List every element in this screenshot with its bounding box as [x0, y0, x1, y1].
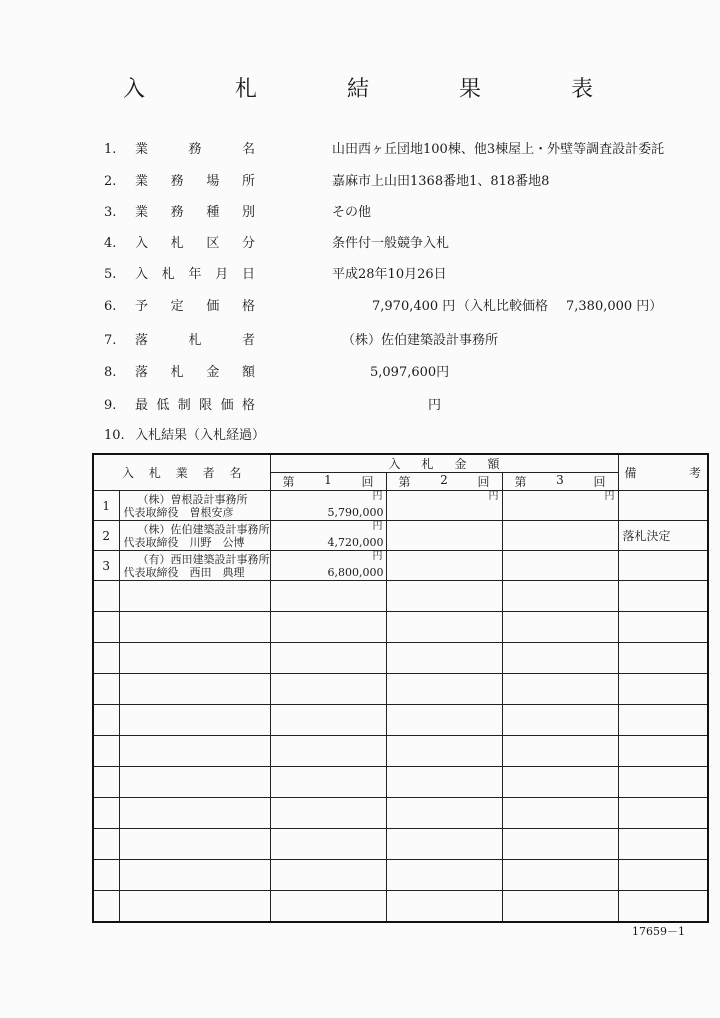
empty-cell — [270, 705, 386, 736]
header-bidder-name — [93, 454, 270, 491]
table-empty-row — [93, 891, 708, 922]
item-label-char: 務 — [170, 205, 184, 220]
item-label-char: 場 — [206, 174, 220, 189]
planned-price: 7,970,400 円 — [372, 299, 456, 314]
header-bidder-char: 名 — [229, 466, 242, 480]
header-amount-char: 額 — [487, 457, 500, 471]
empty-cell — [93, 643, 119, 674]
empty-cell — [93, 860, 119, 891]
empty-cell — [119, 643, 270, 674]
empty-cell — [270, 798, 386, 829]
header-remarks — [618, 454, 708, 491]
empty-cell — [502, 736, 618, 767]
empty-cell — [386, 829, 502, 860]
bidder-representative: 代表取締役 曽根安彦 — [123, 505, 234, 519]
bid-amount-round-1 — [270, 491, 386, 521]
comparison-price: 7,380,000 円） — [566, 299, 663, 314]
item-label — [135, 234, 255, 254]
empty-cell — [386, 767, 502, 798]
item-value: 平成28年10月26日 — [332, 267, 447, 282]
header-bidder-char: 業 — [175, 466, 188, 480]
table-empty-row — [93, 643, 708, 674]
empty-cell — [93, 891, 119, 922]
header-round-2 — [386, 473, 502, 491]
page-footer-code: 17659－1 — [632, 925, 685, 938]
empty-cell — [502, 798, 618, 829]
header-round-char: 1 — [324, 473, 332, 487]
empty-cell — [93, 705, 119, 736]
item-label-char: 業 — [135, 174, 149, 189]
item-label-char: 種 — [206, 205, 220, 220]
empty-cell — [386, 643, 502, 674]
table-empty-row — [93, 612, 708, 643]
empty-cell — [93, 674, 119, 705]
item-label-char: 業 — [135, 142, 149, 157]
minimum-price: 円 — [428, 398, 442, 413]
item-label-char: 務 — [170, 174, 184, 189]
row-number: 1 — [93, 491, 119, 521]
empty-cell — [618, 798, 708, 829]
empty-cell — [502, 612, 618, 643]
item-label — [135, 172, 255, 192]
item-label-char: 定 — [170, 299, 184, 314]
item-label-char: 業 — [135, 205, 149, 220]
empty-cell — [502, 581, 618, 612]
table-row — [93, 551, 708, 581]
yen-unit: 円 — [372, 551, 383, 562]
bidder-company: （株）佐伯建築設計事務所 — [137, 522, 270, 536]
item-label-char: 年 — [188, 267, 202, 282]
header-round-char: 2 — [440, 473, 448, 487]
empty-cell — [502, 829, 618, 860]
header-remarks-char: 考 — [688, 466, 701, 480]
item-label-char: 者 — [241, 333, 255, 348]
empty-cell — [119, 705, 270, 736]
item-value: その他 — [332, 205, 372, 220]
yen-unit: 円 — [372, 491, 383, 502]
winning-bidder: （株）佐伯建築設計事務所 — [342, 333, 499, 348]
header-round-text — [271, 473, 386, 490]
header-remarks-text — [619, 464, 708, 481]
item-number: 9. — [104, 398, 117, 413]
item-number: 2. — [104, 174, 117, 189]
empty-cell — [618, 829, 708, 860]
empty-cell — [93, 829, 119, 860]
remarks-cell — [618, 491, 708, 521]
item-label — [135, 140, 255, 160]
item-label — [135, 297, 255, 317]
header-round-char: 回 — [477, 475, 490, 489]
header-round-char: 回 — [361, 475, 374, 489]
item-label — [135, 265, 255, 285]
item-label-char: 日 — [241, 267, 255, 282]
header-round-1 — [270, 473, 386, 491]
item-label-char: 制 — [177, 398, 191, 413]
item-label-char: 価 — [220, 398, 234, 413]
empty-cell — [618, 891, 708, 922]
empty-cell — [618, 643, 708, 674]
item-label-char: 名 — [241, 142, 255, 157]
item-label-char: 区 — [206, 236, 220, 251]
empty-cell — [93, 767, 119, 798]
item-label-char: 札 — [188, 333, 202, 348]
empty-cell — [119, 829, 270, 860]
empty-cell — [270, 581, 386, 612]
item-label-char: 所 — [241, 174, 255, 189]
table-empty-row — [93, 705, 708, 736]
bidder-cell — [119, 491, 270, 521]
header-bidder-char: 入 — [122, 466, 135, 480]
bidder-cell — [119, 551, 270, 581]
comparison-price-label: （入札比較価格 — [457, 299, 549, 314]
empty-cell — [502, 674, 618, 705]
empty-cell — [93, 612, 119, 643]
item-label-char: 格 — [241, 398, 255, 413]
empty-cell — [119, 860, 270, 891]
empty-cell — [618, 581, 708, 612]
empty-cell — [119, 612, 270, 643]
empty-cell — [270, 612, 386, 643]
table-row — [93, 521, 708, 551]
empty-cell — [386, 705, 502, 736]
empty-cell — [502, 891, 618, 922]
item-label-char: 低 — [156, 398, 170, 413]
empty-cell — [270, 674, 386, 705]
header-amount-char: 金 — [454, 457, 467, 471]
header-bid-amount — [270, 454, 618, 473]
item-label-char: 札 — [170, 236, 184, 251]
table-empty-row — [93, 860, 708, 891]
empty-cell — [618, 612, 708, 643]
table-empty-row — [93, 581, 708, 612]
header-round-text — [503, 473, 618, 490]
item-label — [135, 331, 255, 351]
empty-cell — [93, 798, 119, 829]
bidder-representative: 代表取締役 川野 公博 — [123, 535, 245, 549]
empty-cell — [119, 736, 270, 767]
item-number: 3. — [104, 205, 117, 220]
bid-amount-round-2 — [386, 551, 502, 581]
table-row — [93, 491, 708, 521]
bid-amount-round-1 — [270, 521, 386, 551]
table-empty-row — [93, 674, 708, 705]
item-label-char: 入 — [135, 267, 149, 282]
remarks-cell: 落札決定 — [618, 521, 708, 551]
bid-amount-round-3 — [502, 521, 618, 551]
item-label-char: 最 — [135, 398, 149, 413]
item-label-char: 価 — [206, 299, 220, 314]
empty-cell — [119, 674, 270, 705]
empty-cell — [618, 860, 708, 891]
item-label-char: 落 — [135, 333, 149, 348]
table-empty-row — [93, 736, 708, 767]
header-round-char: 回 — [593, 475, 606, 489]
yen-unit: 円 — [604, 491, 615, 502]
empty-cell — [386, 612, 502, 643]
empty-cell — [502, 767, 618, 798]
empty-cell — [119, 767, 270, 798]
item-label-char: 格 — [241, 299, 255, 314]
header-round-3 — [502, 473, 618, 491]
header-remarks-char: 備 — [624, 466, 637, 480]
row-number: 2 — [93, 521, 119, 551]
item-label — [135, 396, 255, 416]
yen-unit: 円 — [488, 491, 499, 502]
empty-cell — [386, 860, 502, 891]
header-bidder-text — [94, 464, 270, 481]
item-number: 4. — [104, 236, 117, 251]
item-label-char: 限 — [199, 398, 213, 413]
bidder-company: （有）西田建築設計事務所 — [137, 552, 270, 566]
empty-cell — [270, 767, 386, 798]
page-title: 入 札 結 果 表 — [122, 77, 627, 102]
header-round-char: 第 — [282, 475, 295, 489]
empty-cell — [618, 674, 708, 705]
remarks-cell — [618, 551, 708, 581]
empty-cell — [386, 674, 502, 705]
item-label-char: 金 — [206, 365, 220, 380]
empty-cell — [618, 767, 708, 798]
winning-amount: 5,097,600円 — [370, 365, 450, 380]
item-number: 5. — [104, 267, 117, 282]
empty-cell — [270, 829, 386, 860]
item-label-char: 分 — [241, 236, 255, 251]
table-header-row — [93, 454, 708, 473]
item-value: 嘉麻市上山田1368番地1、818番地8 — [332, 174, 550, 189]
bid-amount-value: 5,790,000 — [327, 506, 384, 519]
empty-cell — [270, 643, 386, 674]
empty-cell — [119, 798, 270, 829]
empty-cell — [93, 736, 119, 767]
header-bidder-char: 者 — [202, 466, 215, 480]
empty-cell — [618, 736, 708, 767]
row-number: 3 — [93, 551, 119, 581]
header-round-char: 3 — [556, 473, 564, 487]
empty-cell — [270, 736, 386, 767]
empty-cell — [502, 643, 618, 674]
item-label-char: 札 — [161, 267, 175, 282]
item-value: 条件付一般競争入札 — [332, 236, 450, 251]
empty-cell — [618, 705, 708, 736]
item-number: 6. — [104, 299, 117, 314]
empty-cell — [386, 891, 502, 922]
item-number: 1. — [104, 142, 117, 157]
item-number: 8. — [104, 365, 117, 380]
item-number: 10. — [104, 428, 125, 443]
empty-cell — [270, 860, 386, 891]
bid-amount-value: 6,800,000 — [327, 566, 384, 579]
empty-cell — [386, 736, 502, 767]
bidder-cell — [119, 521, 270, 551]
empty-cell — [386, 581, 502, 612]
table-empty-row — [93, 829, 708, 860]
item-label-char: 札 — [170, 365, 184, 380]
empty-cell — [119, 891, 270, 922]
item-label-char: 入 — [135, 236, 149, 251]
item-label — [135, 363, 255, 383]
bid-amount-value: 4,720,000 — [327, 536, 384, 549]
empty-cell — [502, 860, 618, 891]
bidder-representative: 代表取締役 西田 典理 — [123, 565, 245, 579]
item-label: 入札結果（入札経過） — [135, 428, 266, 443]
bid-amount-round-2 — [386, 491, 502, 521]
table-empty-row — [93, 798, 708, 829]
empty-cell — [119, 581, 270, 612]
header-round-char: 第 — [398, 475, 411, 489]
bid-result-table — [92, 453, 709, 923]
empty-cell — [386, 798, 502, 829]
item-label-char: 務 — [188, 142, 202, 157]
item-value: 山田西ヶ丘団地100棟、他3棟屋上・外壁等調査設計委託 — [332, 142, 665, 157]
item-label-char: 落 — [135, 365, 149, 380]
header-amount-char: 札 — [421, 457, 434, 471]
item-label-char: 額 — [241, 365, 255, 380]
bid-amount-round-3 — [502, 491, 618, 521]
empty-cell — [502, 705, 618, 736]
bid-amount-round-2 — [386, 521, 502, 551]
item-label — [135, 203, 255, 223]
yen-unit: 円 — [372, 521, 383, 532]
bidder-company: （株）曽根設計事務所 — [137, 492, 248, 506]
header-bidder-char: 札 — [148, 466, 161, 480]
bid-amount-round-3 — [502, 551, 618, 581]
item-label-char: 別 — [241, 205, 255, 220]
bid-amount-round-1 — [270, 551, 386, 581]
header-round-char: 第 — [514, 475, 527, 489]
empty-cell — [270, 891, 386, 922]
item-label-char: 予 — [135, 299, 149, 314]
item-label-char: 月 — [215, 267, 229, 282]
header-amount-char: 入 — [388, 457, 401, 471]
item-number: 7. — [104, 333, 117, 348]
header-round-text — [387, 473, 502, 490]
empty-cell — [93, 581, 119, 612]
header-amount-text — [271, 455, 618, 472]
table-empty-row — [93, 767, 708, 798]
